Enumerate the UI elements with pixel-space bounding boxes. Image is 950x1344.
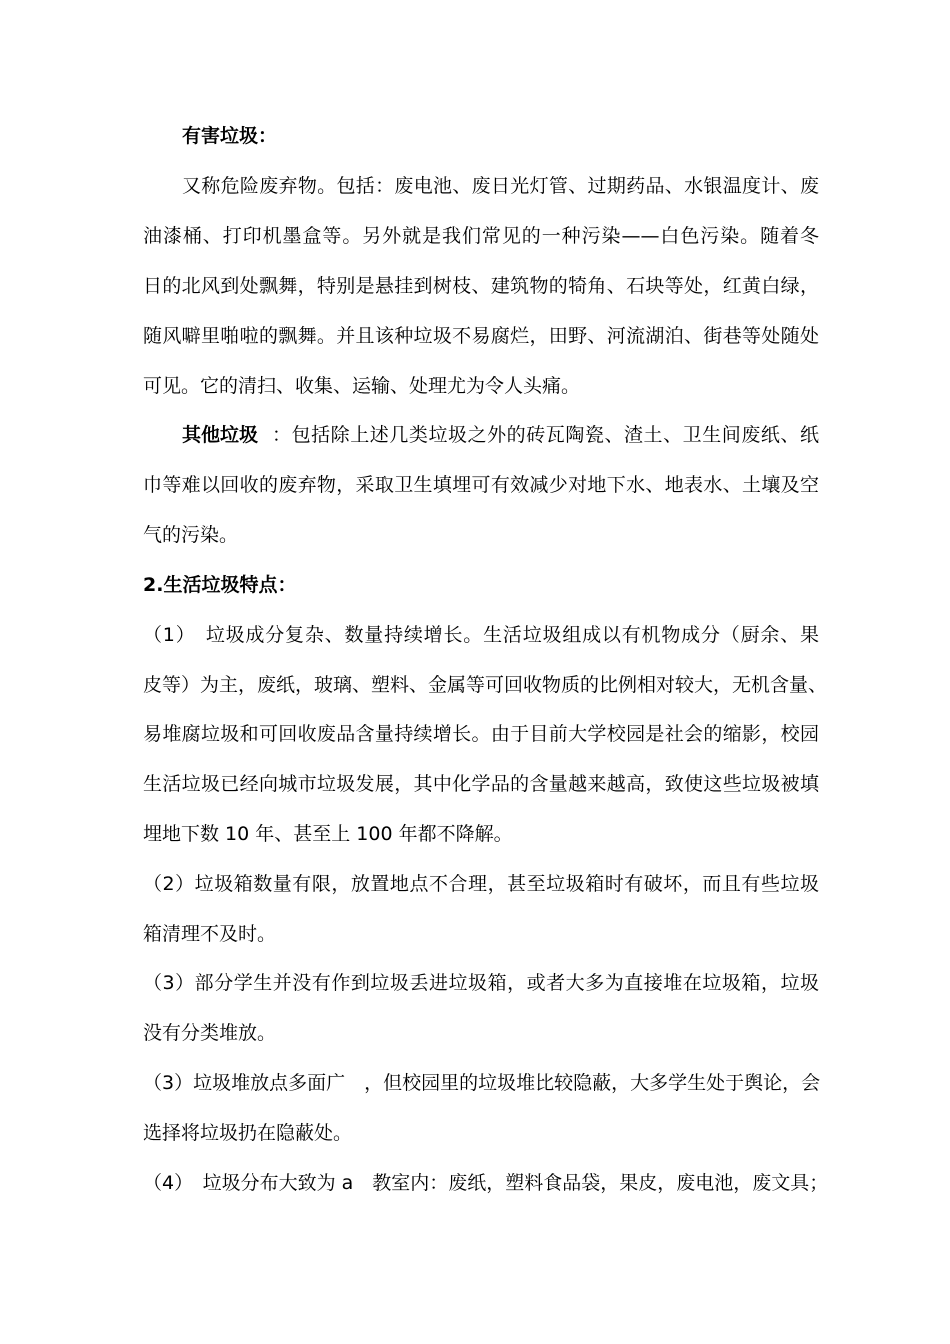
paragraph-line: 箱清理不及时。 [143,923,277,945]
paragraph-line: 皮等）为主，废纸，玻璃、塑料、金属等可回收物质的比例相对较大，无机含量、 [143,674,828,696]
paragraph-line: 可见。它的清扫、收集、运输、处理尤为令人头痛。 [143,375,581,397]
paragraph-line: 没有分类堆放。 [143,1022,277,1044]
paragraph-line: （3）部分学生并没有作到垃圾丢进垃圾箱，或者大多为直接堆在垃圾箱，垃圾 [143,972,819,994]
paragraph-line: （4） 垃圾分布大致为 a 教室内：废纸，塑料食品袋，果皮，废电池，废文具； [143,1172,829,1194]
paragraph-line: 又称危险废弃物。包括：废电池、废日光灯管、过期药品、水银温度计、废 [182,175,819,197]
paragraph-line: 选择将垃圾扔在隐蔽处。 [143,1122,353,1144]
section-heading: 2.生活垃圾特点： [143,574,297,596]
paragraph-line: 日的北风到处飘舞，特别是悬挂到树枝、建筑物的犄角、石块等处，红黄白绿， [143,275,819,297]
paragraph-line: 巾等难以回收的废弃物，采取卫生填埋可有效减少对地下水、地表水、土壤及空 [143,474,819,496]
paragraph-line: 油漆桶、打印机墨盒等。另外就是我们常见的一种污染——白色污染。随着冬 [143,225,819,247]
paragraph-line: （3）垃圾堆放点多面广 ，但校园里的垃圾堆比较隐蔽，大多学生处于舆论，会 [143,1072,821,1094]
paragraph-line: 易堆腐垃圾和可回收废品含量持续增长。由于目前大学校园是社会的缩影，校园 [143,723,819,745]
other-first-line [182,422,819,448]
paragraph-line: 随风噼里啪啦的飘舞。并且该种垃圾不易腐烂，田野、河流湖泊、街巷等处随处 [143,325,819,347]
hazardous-heading: 有害垃圾： [182,125,278,147]
paragraph-line: 生活垃圾已经向城市垃圾发展，其中化学品的含量越来越高，致使这些垃圾被填 [143,773,819,795]
paragraph-line: （2）垃圾箱数量有限，放置地点不合理，甚至垃圾箱时有破坏，而且有些垃圾 [143,873,819,895]
paragraph-line: （1） 垃圾成分复杂、数量持续增长。生活垃圾组成以有机物成分（厨余、果 [143,624,819,646]
other-heading: 其他垃圾 [182,424,259,446]
paragraph-line: ：包括除上述几类垃圾之外的砖瓦陶瓷、渣土、卫生间废纸、纸 [272,424,819,446]
paragraph-line: 埋地下数 10 年、甚至上 100 年都不降解。 [143,823,513,845]
paragraph-line: 气的污染。 [143,524,239,546]
